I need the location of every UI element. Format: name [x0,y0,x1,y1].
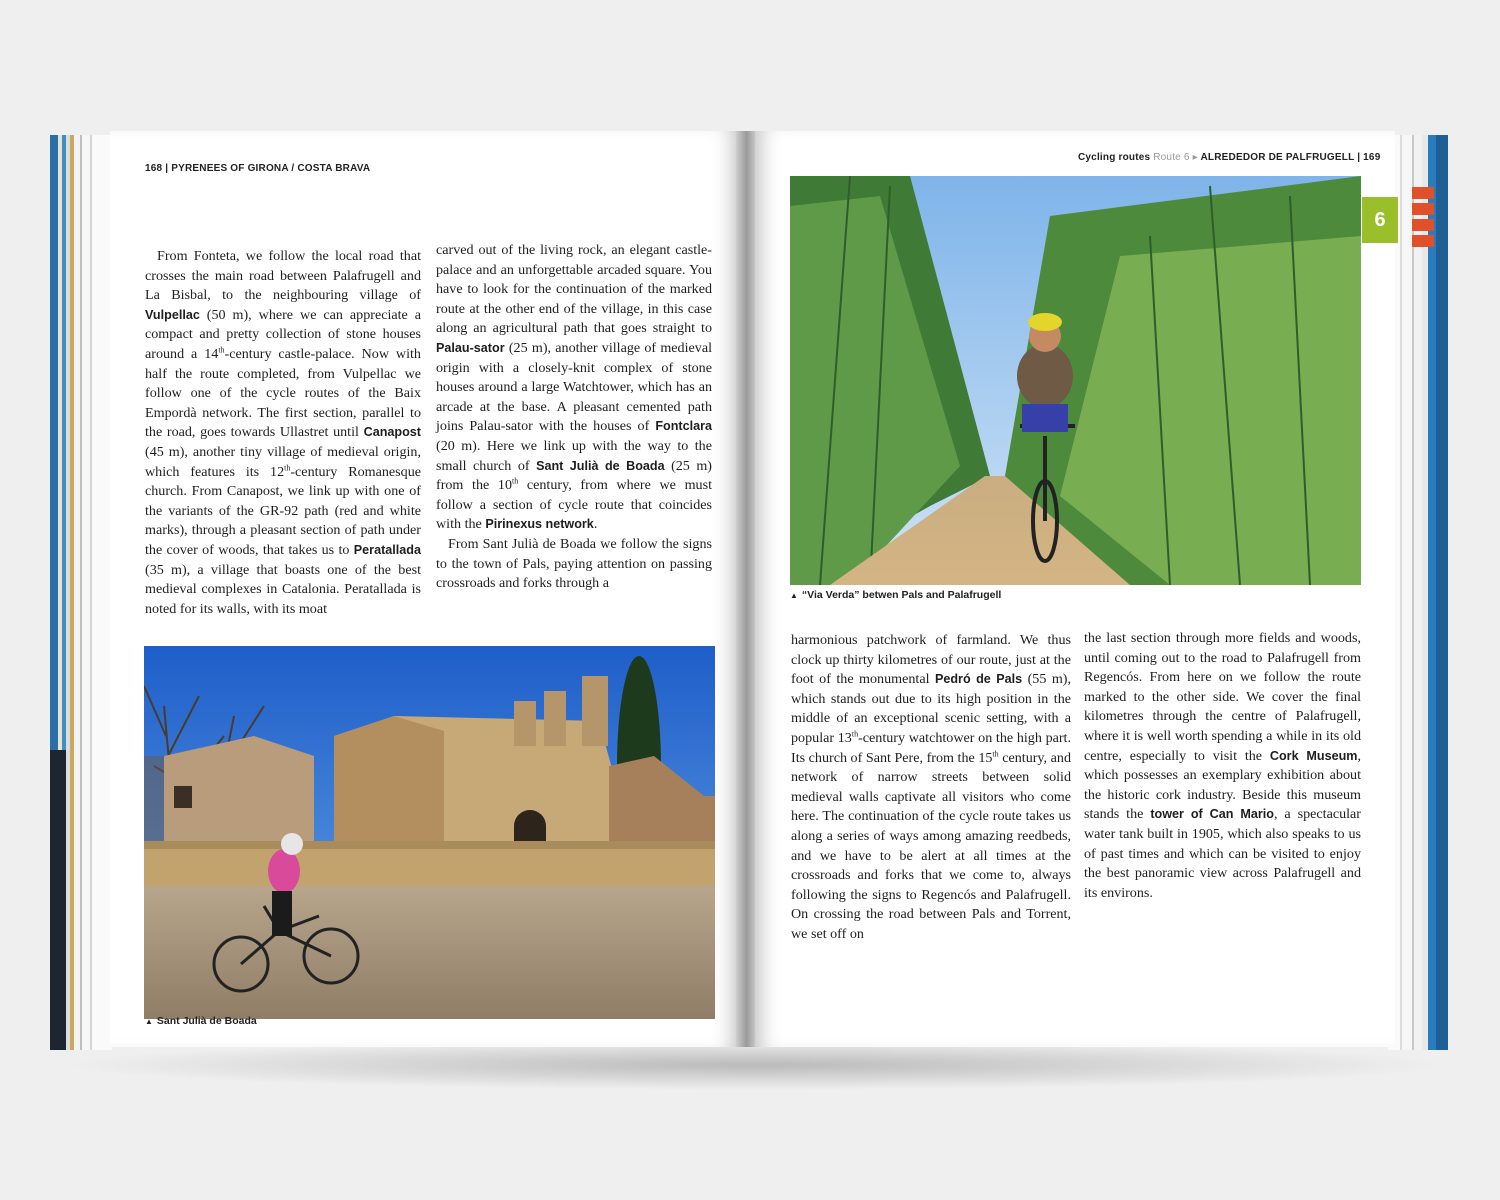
text-run: -century watchtower on the high part. Its church of Sant Pere, from the 15 [791,729,1072,766]
text-run: , a spectacular water tank built in 1905, which also speaks to us of past times and which can be visited to enjoy the best panoramic view across Palafrugell and its environs. [1084,806,1361,901]
header-route: Route 6 [1153,152,1190,163]
text-run: harmonious patchwork of farmland. We thus clock up thirty kilometres of our route, just at the foot of the monumental [791,632,1071,688]
bold-term: Peratallada [353,542,421,557]
book-shadow [60,1040,1450,1090]
chapter-tab: 6 [1362,197,1398,243]
bold-term: Canapost [363,425,421,440]
bold-term: Cork Museum [1269,748,1358,763]
caption-text: “Via Verda” betwen Pals and Palafrugell [801,589,1002,601]
superscript: th [218,345,225,355]
text-run: From Fonteta, we follow the local road that crosses the main road between Palafrugell and La Bisbal, to the neighbouring village of [145,248,421,304]
paragraph [145,247,421,619]
bold-term: Sant Julià de Boada [536,458,665,473]
right-column-1 [791,631,1071,945]
bold-term: Fontclara [655,419,712,434]
right-page-header: Cycling routes Route 6 ▸ ALREDEDOR DE PALFRUGELL | 169 [1078,152,1381,163]
paragraph [1084,629,1361,903]
bold-term: Pirinexus network [485,517,594,532]
text-run: (25 m) from the 10 [436,457,712,494]
header-area: COSTA BRAVA [297,163,371,174]
page-number: 168 [145,163,163,174]
text-run: (25 m), another village of medieval origin with a closely-knit complex of stone houses around a large Watchtower, which has an arcade at the base. A pleasant cemented path joins Palau-sator with the houses of [436,339,712,435]
left-page-edges [50,135,112,1050]
left-column-1 [145,247,421,619]
header-arrow-icon: ▸ [1192,152,1198,163]
right-column-2 [1084,629,1361,903]
text-run: (20 m). Here we link up with the way to the small church of [436,437,712,474]
book-gutter [736,131,757,1047]
page-number: 169 [1363,152,1381,163]
superscript: th [851,729,859,739]
paragraph [791,631,1071,945]
superscript: th [992,748,999,758]
photo-caption-right [790,589,1001,601]
superscript: th [284,462,291,472]
left-page-header: 168 | PYRENEES OF GIRONA / COSTA BRAVA [145,163,371,174]
caption-text: Sant Julià de Boada [156,1015,257,1027]
paragraph [436,241,712,535]
caption-triangle-icon: ▲ [145,1017,153,1026]
text-run: (55 m), which stands out due to its high position in the middle of an exceptional scenic setting, with a popular 13 [791,671,1072,746]
header-title: ALREDEDOR DE PALFRUGELL [1200,152,1355,163]
superscript: th [512,476,519,486]
paragraph: From Sant Julià de Boada we follow the signs to the town of Pals, paying attention on passing crossroads and forks through a [436,535,712,592]
caption-triangle-icon: ▲ [790,591,798,600]
text-run: century, from where we must follow a section of cycle route that coincides with the [436,477,712,533]
text-run: (50 m), where we can appreciate a compact and pretty collection of stone houses around a 14 [145,306,421,362]
bold-term: Vulpellac [145,307,200,322]
text-run: carved out of the living rock, an elegant castle-palace and an unforgettable arcaded square. You have to look for the continuation of the marked route at the other end of the village, in this case along an agricultural path that goes straight to [436,242,712,337]
text-run: (45 m), another tiny village of medieval origin, which features its 12 [145,443,421,480]
text-run: the last section through more fields and woods, until coming out to the road to Palafrugell from Regencós. From here on we follow the route marked to the other side. We cover the final kilometres through the centre of Palafrugell, where it is well worth spending a while in its old centre, especially to visit the [1084,630,1361,764]
text-run: . [593,516,598,533]
photo-via-verda [790,176,1361,585]
header-section: Cycling routes [1078,152,1151,163]
right-page-edges [1388,135,1448,1050]
text-run: -century Romanesque church. From Canapost, we link up with one of the variants of the GR-92 path (red and white marks), through a pleasant section of path under the cover of woods, that takes us to [145,463,422,558]
left-column-2 [436,241,712,594]
text-run: (35 m), a village that boasts one of the best medieval complexes in Catalonia. Peratallada is noted for its walls, with its moat [145,561,421,617]
text-run: , which possesses an exemplary exhibition about the historic cork industry. Beside this museum stands the [1084,747,1361,823]
text-run: -century castle-palace. Now with half the route completed, from Vulpellac we follow one of the cycle routes of the Baix Empordà network. The first section, parallel to the road, goes towards Ullastret until [145,345,421,441]
photo-sant-julia-de-boada [144,646,715,1019]
text-run: century, and network of narrow streets between solid medieval walls captivate all visitors who come here. The continuation of the cycle route takes us along a series of ways among amazing reedbeds, and we have to be alert at all times at the crossroads and forks that we come to, always following the signs to Regencós and Palafrugell. On crossing the road between Pals and Torrent, we set off on [791,749,1071,942]
header-region: PYRENEES OF GIRONA [171,163,289,174]
photo-caption-left [145,1015,257,1027]
bold-term: Pedró de Pals [934,672,1023,687]
bold-term: Palau-sator [436,340,505,355]
bold-term: tower of Can Mario [1150,807,1274,822]
